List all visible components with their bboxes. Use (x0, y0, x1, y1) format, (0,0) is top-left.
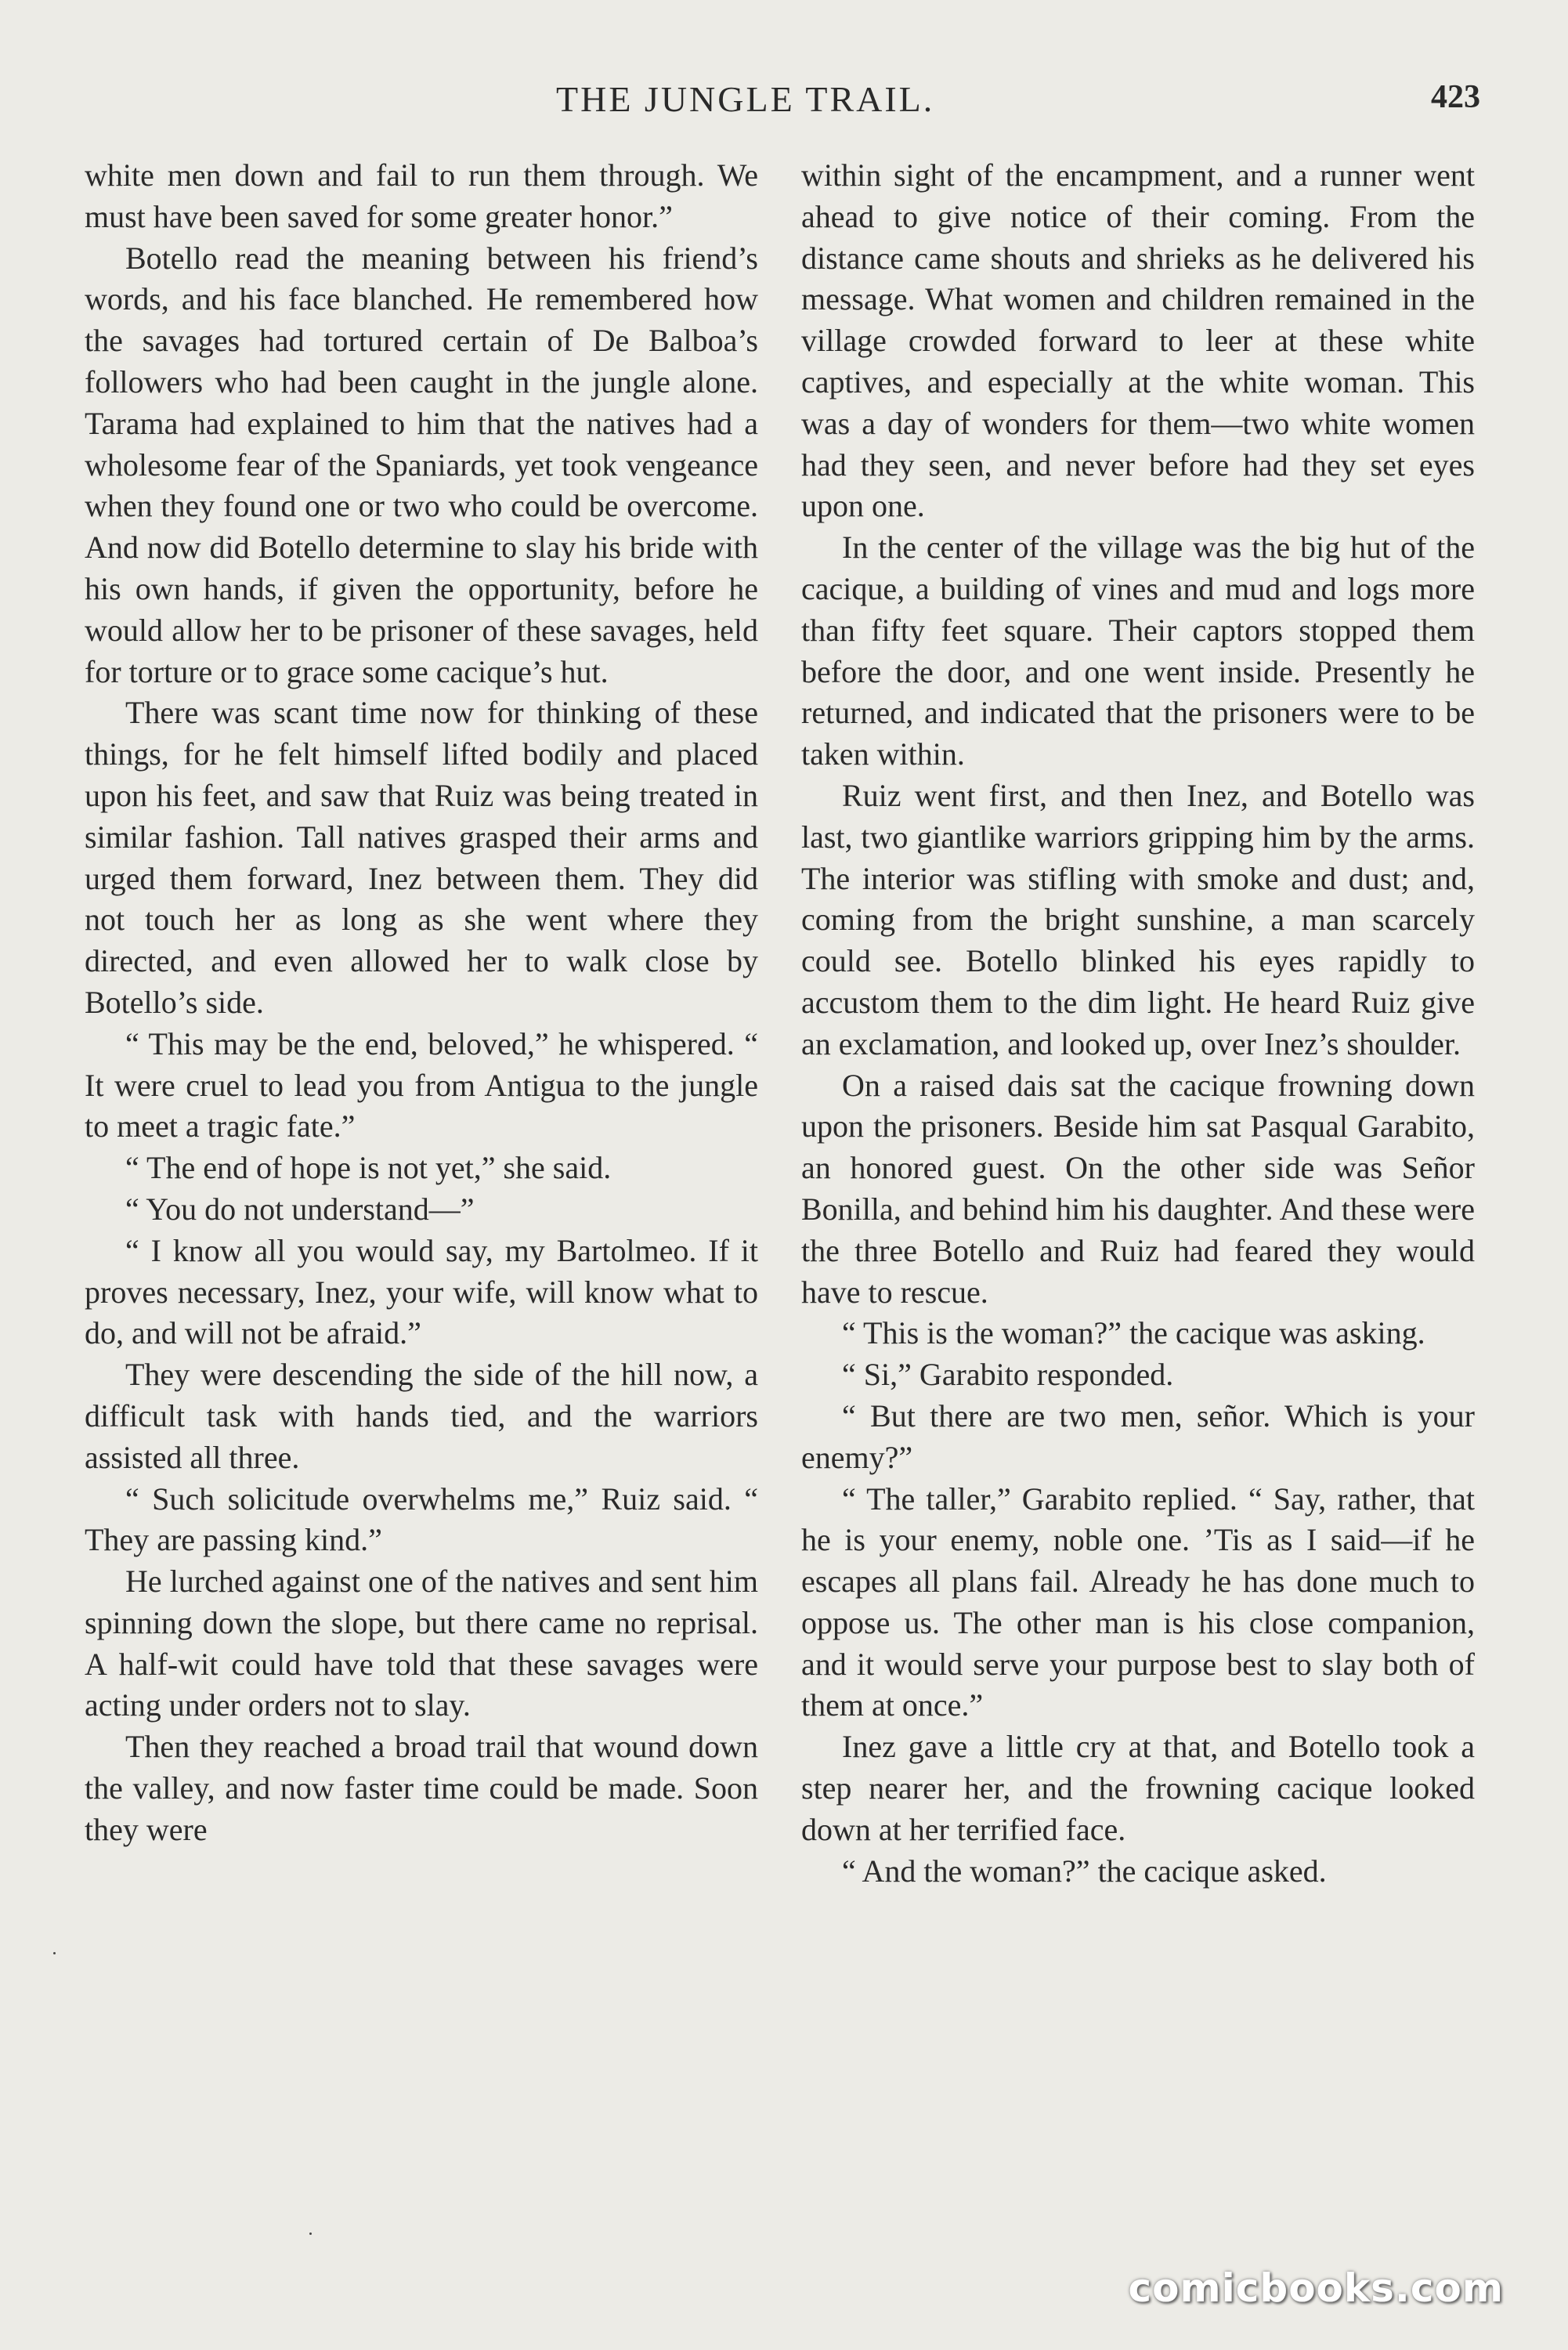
running-title: THE JUNGLE TRAIL. (556, 79, 935, 119)
paragraph: “ Si,” Garabito responded. (842, 1357, 1174, 1393)
right-text-column (801, 155, 1475, 1892)
paragraph: On a raised dais sat the cacique frowning down upon the prisoners. Beside him sat Pasqual Garabito, an honored guest. On the other side was Señor Bonilla, and behind him his daughter. And these were the three Botello and Ruiz had feared they would have to rescue. (801, 1067, 1475, 1310)
page-number: 423 (1431, 79, 1480, 115)
watermark: comicbooks.com (1128, 2265, 1504, 2311)
paper-speck (309, 2232, 312, 2235)
paragraph: There was scant time now for thinking of these things, for he felt himself lifted bodily and placed upon his feet, and saw that Ruiz was being treated in similar fashion. Tall natives grasped their arms and urged them forward, Inez between them. They did not touch her as long as she went where they directed, and even allowed her to walk close by Botello’s side. (85, 695, 758, 1020)
paragraph: “ The end of hope is not yet,” she said. (125, 1150, 612, 1186)
paragraph: “ Such solicitude overwhelms me,” Ruiz said. “ They are passing kind.” (85, 1480, 758, 1558)
paragraph: “ This may be the end, beloved,” he whispered. “ It were cruel to lead you from Antigua to the jungle to meet a tragic fate.” (85, 1025, 758, 1144)
paragraph: “ This is the woman?” the cacique was asking. (842, 1315, 1425, 1351)
paragraph: Inez gave a little cry at that, and Botello took a step nearer her, and the frowning cacique looked down at her terrified face. (801, 1729, 1475, 1847)
paragraph: within sight of the encampment, and a runner went ahead to give notice of their coming. From the distance came shouts and shrieks as he delivered his message. What women and children remained in the village crowded forward to leer at these white captives, and especially at the white woman. This was a day of wonders for them—two white women had they seen, and never before had they set eyes upon one. (801, 157, 1475, 524)
paragraph: Ruiz went first, and then Inez, and Botello was last, two giantlike warriors gripping him by the arms. The interior was stifling with smoke and dust; and, coming from the bright sunshine, a man scarcely could see. Botello blinked his eyes rapidly to accustom them to the dim light. He heard Ruiz give an exclamation, and looked up, over Inez’s shoulder. (801, 777, 1475, 1061)
paragraph: He lurched against one of the natives and sent him spinning down the slope, but there came no reprisal. A half-wit could have told that these savages were acting under orders not to slay. (85, 1564, 758, 1723)
left-text-column (85, 155, 758, 1851)
paragraph: “ You do not understand—” (125, 1191, 475, 1227)
paragraph: In the center of the village was the big hut of the cacique, a building of vines and mud and logs more than fifty feet square. Their captors stopped them before the door, and one went inside. Presently he returned, and indicated that the prisoners were to be taken within. (801, 530, 1475, 772)
paper-speck (53, 1952, 56, 1954)
paragraph: They were descending the side of the hill now, a difficult task with hands tied, and the warriors assisted all three. (85, 1357, 758, 1475)
paragraph: “ And the woman?” the cacique asked. (842, 1853, 1327, 1889)
paragraph: Then they reached a broad trail that wound down the valley, and now faster time could be made. Soon they were (85, 1729, 758, 1847)
paragraph: “ But there are two men, señor. Which is your enemy?” (801, 1397, 1475, 1475)
page-header (0, 78, 1568, 133)
paragraph: “ I know all you would say, my Bartolmeo. If it proves necessary, Inez, your wife, will know what to do, and will not be afraid.” (85, 1232, 758, 1351)
paragraph: white men down and fail to run them through. We must have been saved for some greater honor.” (85, 157, 758, 234)
paragraph: “ The taller,” Garabito replied. “ Say, rather, that he is your enemy, noble one. ’Tis as I said—if he escapes all plans fail. Already he has done much to oppose us. The other man is his close companion, and it would serve your purpose best to slay both of them at once.” (801, 1480, 1475, 1723)
paragraph: Botello read the meaning between his friend’s words, and his face blanched. He remembered how the savages had tortured certain of De Balboa’s followers who had been caught in the jungle alone. Tarama had explained to him that the natives had a wholesome fear of the Spaniards, yet took vengeance when they found one or two who could be overcome. And now did Botello determine to slay his bride with his own hands, if given the opportunity, before he would allow her to be prisoner of these savages, held for torture or to grace some cacique’s hut. (85, 240, 758, 689)
